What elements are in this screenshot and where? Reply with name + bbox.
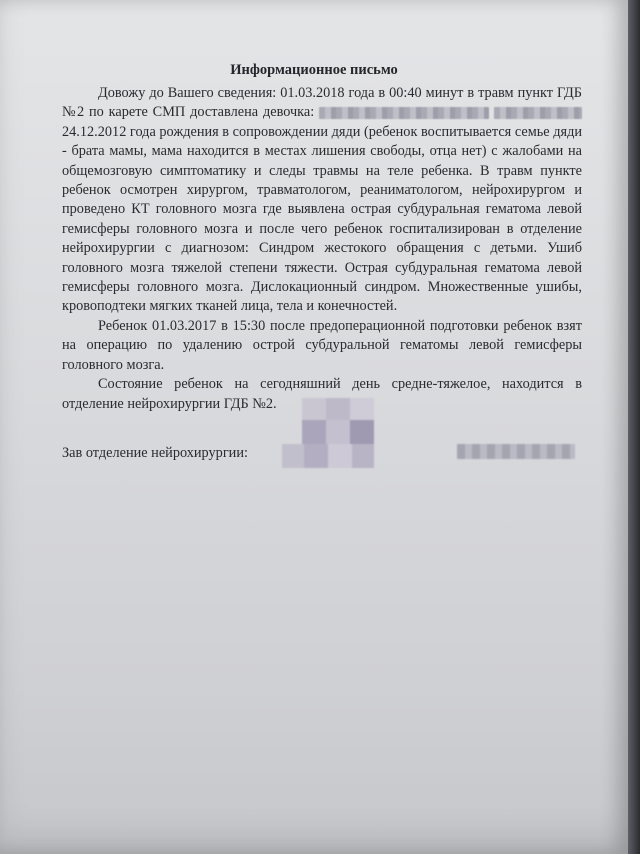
paragraph-3: Состояние ребенок на сегодняшний день средне-тяжелое, находится в отделение нейрохирургии ГДБ №2. (62, 376, 582, 412)
redacted-doctor-name (457, 444, 575, 459)
paragraph-1-part-2: 24.12.2012 года рождения в сопровождении дяди (ребенок воспитывается семье дяди - брата мамы, мама находится в местах лишения свободы, отца нет) с жалобами на общемозговую симптоматику и следы травмы на теле ребенка. В травм пункте ребенок осмотрен хирургом, травматологом, реаниматологом, нейрохирургом и проведено КТ головного мозга где выявлена острая субдуральная гематома левой гемисферы головного мозга и после чего ребенок госпитализирован в отделение нейрохирургии с диагнозом: Синдром жестокого обращения с детьми. Ушиб головного мозга тяжелой степени тяжести. Острая субдуральная гематома левой гемисферы головного мозга. Дислокационный синдром. Множественные ушибы, кровоподтеки мягких тканей лица, тела и конечностей. (62, 123, 582, 315)
paragraph-1 (62, 84, 582, 317)
paragraph-1-part-1: Довожу до Вашего сведения: 01.03.2018 года в 00:40 минут в травм пункт ГДБ №2 по карете СМП доставлена девочка: (62, 85, 582, 121)
document-title: Информационное письмо (230, 62, 398, 78)
redacted-name-block (319, 107, 489, 119)
paragraph-2: Ребенок 01.03.2017 в 15:30 после предоперационной подготовки ребенок взят на операцию по удалению острой субдуральной гематомы левой гемисферы головного мозга. (62, 317, 582, 373)
page-edge-shadow (628, 0, 640, 854)
signature-label: Зав отделение нейрохирургии: (62, 445, 248, 461)
redacted-surname-block (494, 107, 582, 119)
document-body (62, 84, 582, 414)
redacted-signature-mosaic (282, 398, 382, 468)
